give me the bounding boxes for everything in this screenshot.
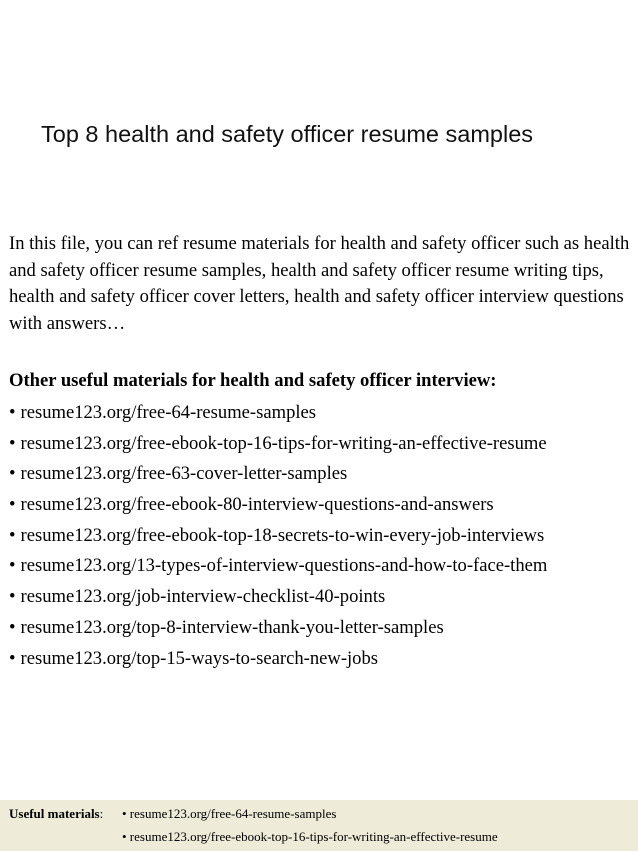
footer-label-colon: :	[99, 806, 104, 821]
materials-link-list	[9, 398, 547, 674]
materials-link[interactable]: resume123.org/free-ebook-top-18-secrets-to-win-every-job-interviews	[20, 524, 545, 546]
footer-label-text: Useful materials	[9, 806, 100, 821]
materials-link[interactable]: resume123.org/free-64-resume-samples	[20, 402, 317, 423]
bullet-glyph: •	[9, 463, 16, 485]
bullet-glyph: •	[9, 432, 16, 454]
list-item	[9, 429, 547, 460]
bullet-glyph: •	[9, 647, 16, 669]
list-item	[9, 613, 547, 644]
materials-link[interactable]: resume123.org/13-types-of-interview-questions-and-how-to-face-them	[20, 555, 548, 577]
bullet-glyph: •	[9, 494, 16, 516]
footer-link[interactable]: • resume123.org/free-64-resume-samples	[122, 806, 337, 821]
footer-bar	[0, 800, 638, 851]
list-item	[9, 490, 547, 521]
list-item	[9, 644, 547, 675]
list-item	[9, 459, 547, 490]
materials-heading: Other useful materials for health and safety officer interview:	[9, 370, 497, 391]
list-item	[9, 521, 547, 552]
materials-link[interactable]: resume123.org/free-ebook-80-interview-questions-and-answers	[20, 494, 494, 516]
list-item	[9, 582, 547, 613]
materials-link[interactable]: resume123.org/job-interview-checklist-40-points	[20, 586, 386, 608]
materials-link[interactable]: resume123.org/top-8-interview-thank-you-letter-samples	[20, 616, 444, 638]
bullet-glyph: •	[9, 586, 16, 608]
materials-link[interactable]: resume123.org/top-15-ways-to-search-new-jobs	[20, 647, 379, 669]
list-item	[9, 398, 547, 429]
materials-link[interactable]: resume123.org/free-ebook-top-16-tips-for-writing-an-effective-resume	[20, 432, 547, 454]
footer-label	[9, 806, 103, 822]
materials-link[interactable]: resume123.org/free-63-cover-letter-samples	[20, 463, 348, 485]
bullet-glyph: •	[9, 524, 16, 546]
page-title: Top 8 health and safety officer resume samples	[41, 121, 534, 147]
footer-link[interactable]: • resume123.org/free-ebook-top-16-tips-for-writing-an-effective-resume	[122, 829, 498, 844]
intro-paragraph: In this file, you can ref resume materials for health and safety officer such as health and safety officer resume samples, health and safety officer resume writing tips, health and safety officer cover letters, health and safety officer interview questions with answers…	[9, 233, 630, 334]
bullet-glyph: •	[9, 616, 16, 638]
list-item	[9, 551, 547, 582]
bullet-glyph: •	[9, 402, 16, 423]
bullet-glyph: •	[9, 555, 16, 577]
